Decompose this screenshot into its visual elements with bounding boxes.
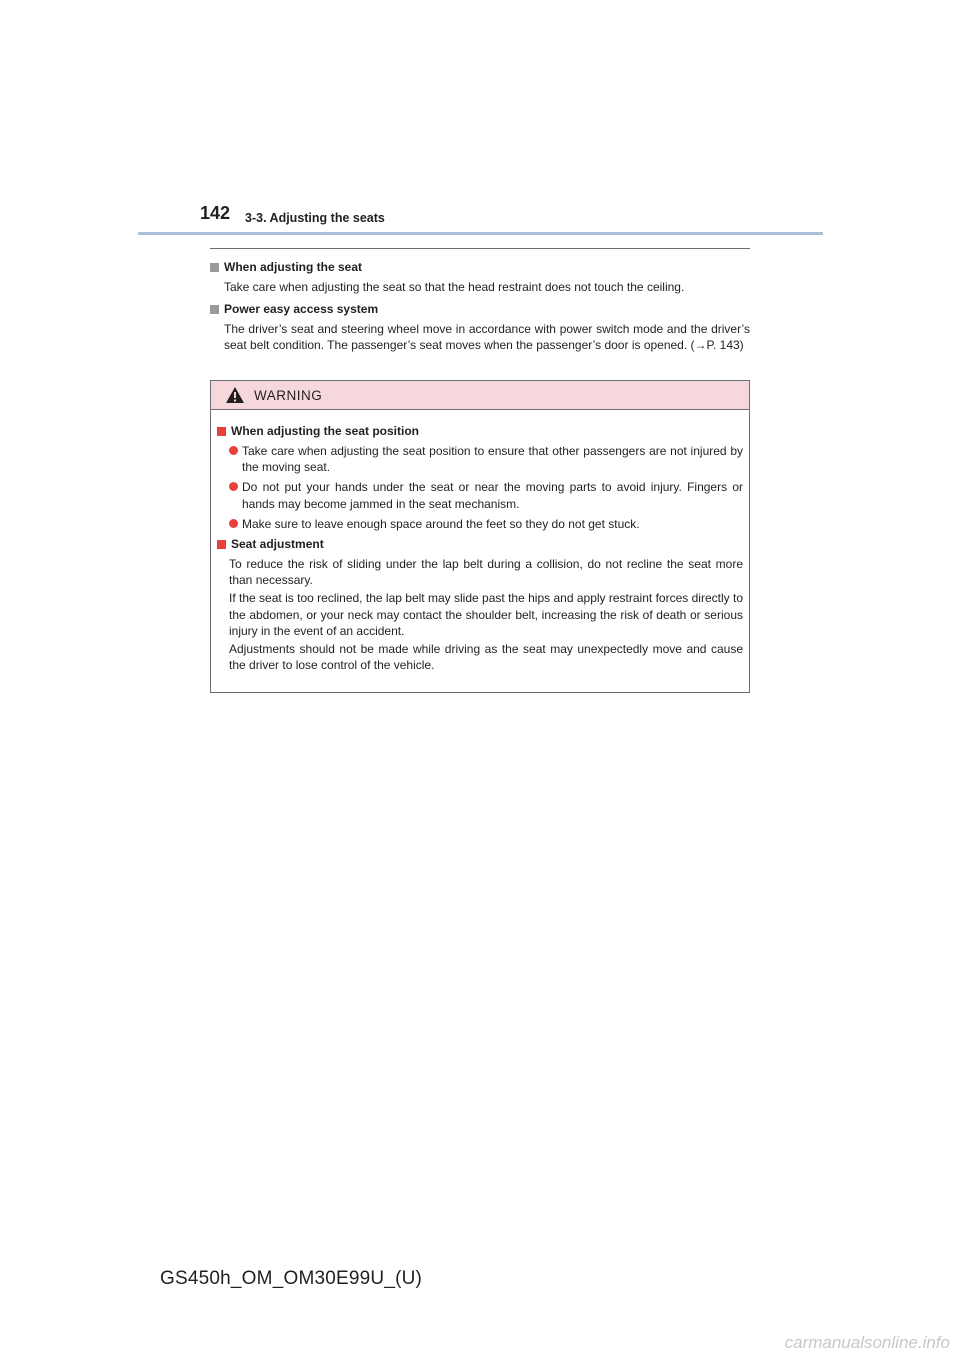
section-paragraph: Take care when adjusting the seat so that the head restraint does not touch the ceiling. xyxy=(224,280,685,294)
warning-paragraph: Adjustments should not be made while driving as the seat may unexpectedly move and cause the driver to lose control of the vehicle. xyxy=(229,642,743,673)
section-heading-adjusting-seat xyxy=(210,259,750,275)
warning-bullet xyxy=(229,516,743,532)
section-paragraph: The driver’s seat and steering wheel move in accordance with power switch mode and the driver’s seat belt condition. The passenger’s seat moves when the passenger’s door is opened. (→P. 143) xyxy=(224,322,750,353)
round-bullet-icon xyxy=(229,446,238,455)
round-bullet-icon xyxy=(229,519,238,528)
square-bullet-icon xyxy=(210,305,219,314)
square-bullet-icon xyxy=(210,263,219,272)
round-bullet-icon xyxy=(229,482,238,491)
warning-subheading-seat-adjustment xyxy=(217,536,743,552)
header-divider xyxy=(138,232,823,235)
warning-subheading-text: When adjusting the seat position xyxy=(231,424,420,438)
warning-box xyxy=(210,380,750,693)
warning-triangle-icon xyxy=(225,386,245,404)
square-bullet-icon xyxy=(217,540,226,549)
section-heading-power-easy-access xyxy=(210,301,750,317)
warning-bullet-text: Take care when adjusting the seat position to ensure that other passengers are not injured by the moving seat. xyxy=(242,444,743,475)
content-divider xyxy=(210,248,750,249)
warning-title: WARNING xyxy=(254,387,323,403)
warning-bullet xyxy=(229,443,743,475)
watermark: carmanualsonline.info xyxy=(784,1333,950,1352)
warning-header xyxy=(211,381,749,410)
warning-subheading-seat-position xyxy=(217,423,743,439)
warning-body xyxy=(211,410,749,673)
page-number: 142 xyxy=(200,203,231,223)
warning-bullet-text: Make sure to leave enough space around the feet so they do not get stuck. xyxy=(242,516,640,531)
square-bullet-icon xyxy=(217,427,226,436)
document-code: GS450h_OM_OM30E99U_(U) xyxy=(160,1268,423,1289)
warning-paragraph: To reduce the risk of sliding under the lap belt during a collision, do not recline the seat more than necessary. xyxy=(229,557,743,588)
page-header xyxy=(0,0,960,240)
warning-paragraph: If the seat is too reclined, the lap belt may slide past the hips and apply restraint forces directly to the abdomen, or your neck may contact the shoulder belt, increasing the risk of death or serious injury in the event of an accident. xyxy=(229,591,743,638)
section-heading-text: When adjusting the seat xyxy=(224,260,363,274)
section-heading-text: Power easy access system xyxy=(224,302,379,317)
warning-bullet xyxy=(229,479,743,511)
warning-subheading-text: Seat adjustment xyxy=(231,537,324,552)
warning-bullet-text: Do not put your hands under the seat or near the moving parts to avoid injury. Fingers or hands may become jammed in the seat mechanism. xyxy=(242,480,743,511)
main-content xyxy=(210,259,750,360)
section-title: 3-3. Adjusting the seats xyxy=(245,211,385,225)
